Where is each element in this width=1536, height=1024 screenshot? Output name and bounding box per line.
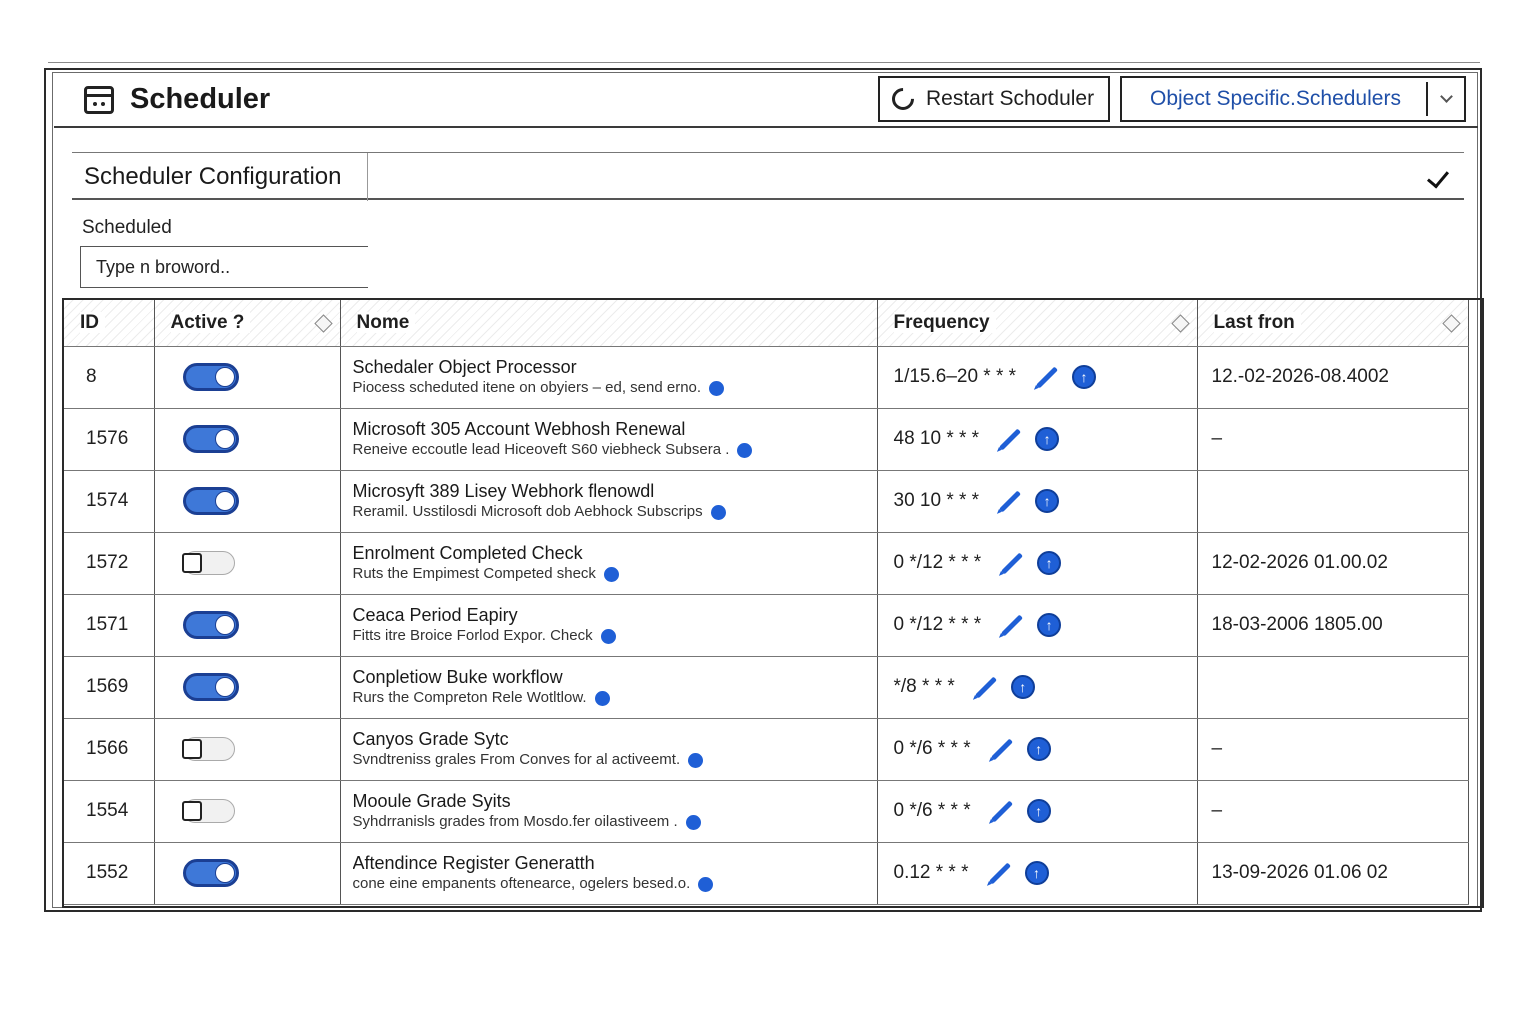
table-row[interactable]	[64, 408, 1468, 470]
pencil-icon[interactable]	[1036, 366, 1058, 388]
cell-active	[154, 594, 340, 656]
toggle-knob	[215, 367, 235, 387]
description-text: Fitts itre Broice Forlod Expor. Check	[352, 626, 593, 644]
run-icon[interactable]	[1037, 613, 1061, 637]
cell-id: 1566	[64, 718, 154, 780]
check-icon[interactable]	[1427, 165, 1449, 188]
scheduled-label: Scheduled	[82, 217, 172, 238]
column-header-id[interactable]: ID	[64, 300, 154, 346]
run-icon[interactable]	[1027, 737, 1051, 761]
run-icon[interactable]	[1035, 489, 1059, 513]
cell-last-run: 12-02-2026 01.00.02	[1197, 532, 1468, 594]
toggle-knob	[215, 429, 235, 449]
cell-name	[340, 346, 877, 408]
description-text: Piocess scheduted itene on obyiers – ed, send erno.	[352, 378, 702, 396]
cell-id: 1554	[64, 780, 154, 842]
cell-name	[340, 780, 877, 842]
search-input[interactable]	[80, 246, 368, 288]
restart-scheduler-label: Restart Schoduler	[926, 87, 1095, 110]
pencil-icon[interactable]	[991, 738, 1013, 760]
frequency-text: 0 */12 * * *	[893, 552, 982, 573]
pencil-icon[interactable]	[989, 862, 1011, 884]
toggle-knob	[182, 801, 202, 821]
cell-id: 1569	[64, 656, 154, 718]
toggle-knob	[182, 553, 202, 573]
top-rule	[48, 62, 1480, 63]
cell-active	[154, 408, 340, 470]
scheduler-description	[353, 813, 877, 832]
scheduler-name: Ceaca Period Eapiry	[352, 605, 518, 626]
table-row[interactable]	[64, 532, 1468, 594]
active-toggle[interactable]	[183, 425, 239, 453]
cell-id: 1574	[64, 470, 154, 532]
table-row[interactable]	[64, 470, 1468, 532]
app-header	[54, 72, 1478, 128]
scheduler-name: Mooule Grade Syits	[352, 791, 511, 812]
info-icon[interactable]	[688, 753, 703, 768]
scheduler-name: Conpletiow Buke workflow	[352, 667, 563, 688]
cell-frequency	[877, 408, 1197, 470]
info-icon[interactable]	[686, 815, 701, 830]
info-icon[interactable]	[698, 877, 713, 892]
calendar-icon	[84, 86, 114, 114]
cell-frequency	[877, 842, 1197, 904]
column-header-active[interactable]: Active ?	[154, 300, 340, 346]
active-toggle[interactable]	[183, 859, 239, 887]
frequency-text: */8 * * *	[893, 676, 955, 697]
cell-active	[154, 780, 340, 842]
cell-active	[154, 718, 340, 780]
cell-active	[154, 656, 340, 718]
dropdown-separator	[1426, 82, 1428, 116]
cell-last-run: –	[1197, 780, 1468, 842]
pencil-icon[interactable]	[991, 800, 1013, 822]
info-icon[interactable]	[709, 381, 724, 396]
run-icon[interactable]	[1027, 799, 1051, 823]
pencil-icon[interactable]	[999, 490, 1021, 512]
toggle-knob	[182, 739, 202, 759]
run-icon[interactable]	[1035, 427, 1059, 451]
active-toggle[interactable]	[183, 611, 239, 639]
scheduler-name: Canyos Grade Sytc	[352, 729, 509, 750]
cell-active	[154, 346, 340, 408]
pencil-icon[interactable]	[1001, 552, 1023, 574]
info-icon[interactable]	[711, 505, 726, 520]
scheduler-description	[353, 503, 877, 522]
cell-active	[154, 532, 340, 594]
run-icon[interactable]	[1037, 551, 1061, 575]
table-row[interactable]	[64, 718, 1468, 780]
scheduler-table	[62, 298, 1484, 908]
scheduler-description	[353, 379, 877, 398]
pencil-icon[interactable]	[975, 676, 997, 698]
column-header-frequency[interactable]: Frequency	[877, 300, 1197, 346]
scheduler-description	[353, 689, 877, 708]
cell-frequency	[877, 780, 1197, 842]
cell-name	[340, 594, 877, 656]
active-toggle[interactable]	[183, 363, 239, 391]
cell-last-run: 18-03-2006 1805.00	[1197, 594, 1468, 656]
restart-scheduler-button[interactable]	[878, 76, 1110, 122]
scheduler-configuration-panel[interactable]	[72, 152, 1464, 200]
table-row[interactable]	[64, 780, 1468, 842]
active-toggle[interactable]	[183, 673, 239, 701]
scheduler-description	[353, 565, 877, 584]
table-row[interactable]	[64, 594, 1468, 656]
active-toggle[interactable]	[183, 487, 239, 515]
scheduler-name: Microsoft 305 Account Webhosh Renewal	[352, 419, 686, 440]
pencil-icon[interactable]	[1001, 614, 1023, 636]
refresh-icon	[887, 83, 918, 114]
object-specific-schedulers-dropdown[interactable]	[1120, 76, 1466, 122]
info-icon[interactable]	[737, 443, 752, 458]
cell-active	[154, 842, 340, 904]
toggle-knob	[215, 677, 235, 697]
cell-last-run: 13-09-2026 01.06 02	[1197, 842, 1468, 904]
description-text: Ruts the Empimest Competed sheck	[352, 564, 596, 582]
cell-last-run	[1197, 470, 1468, 532]
cell-frequency	[877, 594, 1197, 656]
description-text: Syhdrranisls grades from Mosdo.fer oilastiveem .	[352, 812, 678, 830]
cell-id: 1552	[64, 842, 154, 904]
cell-last-run: –	[1197, 408, 1468, 470]
description-text: Reramil. Usstilosdi Microsoft dob Aebhock Subscrips	[352, 502, 703, 520]
cell-id: 1576	[64, 408, 154, 470]
cell-last-run: 12.-02-2026-08.4002	[1197, 346, 1468, 408]
cell-id: 1571	[64, 594, 154, 656]
frequency-text: 0.12 * * *	[893, 862, 969, 883]
cell-id: 1572	[64, 532, 154, 594]
sort-icon[interactable]	[1442, 314, 1460, 332]
object-specific-schedulers-label: Object Specific.Schedulers	[1150, 87, 1401, 110]
active-toggle[interactable]	[183, 799, 235, 823]
cell-frequency	[877, 718, 1197, 780]
cell-frequency	[877, 346, 1197, 408]
scheduler-name: Aftendince Register Generatth	[352, 853, 595, 874]
frequency-text: 0 */6 * * *	[893, 800, 971, 821]
active-toggle[interactable]	[183, 551, 235, 575]
frequency-text: 0 */6 * * *	[893, 738, 971, 759]
active-toggle[interactable]	[183, 737, 235, 761]
scheduler-name: Schedaler Object Processor	[352, 357, 577, 378]
chevron-down-icon[interactable]	[1440, 90, 1453, 103]
run-icon[interactable]	[1025, 861, 1049, 885]
table-row[interactable]	[64, 346, 1468, 408]
cell-last-run: –	[1197, 718, 1468, 780]
scheduler-description	[353, 875, 877, 894]
table-row[interactable]	[64, 842, 1468, 904]
scheduler-description	[353, 441, 877, 460]
info-icon[interactable]	[601, 629, 616, 644]
cell-frequency	[877, 532, 1197, 594]
sort-icon[interactable]	[314, 314, 332, 332]
sort-icon[interactable]	[1171, 314, 1189, 332]
scheduler-description	[353, 627, 877, 646]
description-text: Svndtreniss grales From Conves for al activeemt.	[352, 750, 681, 768]
cell-frequency	[877, 470, 1197, 532]
scheduler-name: Enrolment Completed Check	[352, 543, 583, 564]
frequency-text: 1/15.6–20 * * *	[893, 366, 1017, 387]
frequency-text: 30 10 * * *	[893, 490, 980, 511]
cell-name	[340, 842, 877, 904]
description-text: cone eine empanents oftenearce, ogelers besed.o.	[352, 874, 691, 892]
cell-name	[340, 656, 877, 718]
scheduler-name: Microsyft 389 Lisey Webhork flenowdl	[352, 481, 655, 502]
scheduler-description	[353, 751, 877, 770]
toggle-knob	[215, 863, 235, 883]
column-header-last-run[interactable]: Last fron	[1197, 300, 1468, 346]
description-text: Reneive eccoutle lead Hiceoveft S60 viebheck Subsera .	[352, 440, 730, 458]
config-title: Scheduler Configuration	[84, 163, 342, 190]
pencil-icon[interactable]	[999, 428, 1021, 450]
frequency-text: 48 10 * * *	[893, 428, 980, 449]
cell-name	[340, 408, 877, 470]
column-header-name[interactable]: Nome	[340, 300, 877, 346]
page-title: Scheduler	[130, 83, 271, 115]
description-text: Rurs the Compreton Rele Wotltlow.	[352, 688, 587, 706]
cell-last-run	[1197, 656, 1468, 718]
info-icon[interactable]	[595, 691, 610, 706]
cell-id: 8	[64, 346, 154, 408]
run-icon[interactable]	[1011, 675, 1035, 699]
cell-name	[340, 470, 877, 532]
cell-name	[340, 718, 877, 780]
cell-frequency	[877, 656, 1197, 718]
cell-active	[154, 470, 340, 532]
run-icon[interactable]	[1072, 365, 1096, 389]
table-header-row	[64, 300, 1468, 346]
info-icon[interactable]	[604, 567, 619, 582]
cell-name	[340, 532, 877, 594]
table-row[interactable]	[64, 656, 1468, 718]
frequency-text: 0 */12 * * *	[893, 614, 982, 635]
toggle-knob	[215, 491, 235, 511]
toggle-knob	[215, 615, 235, 635]
